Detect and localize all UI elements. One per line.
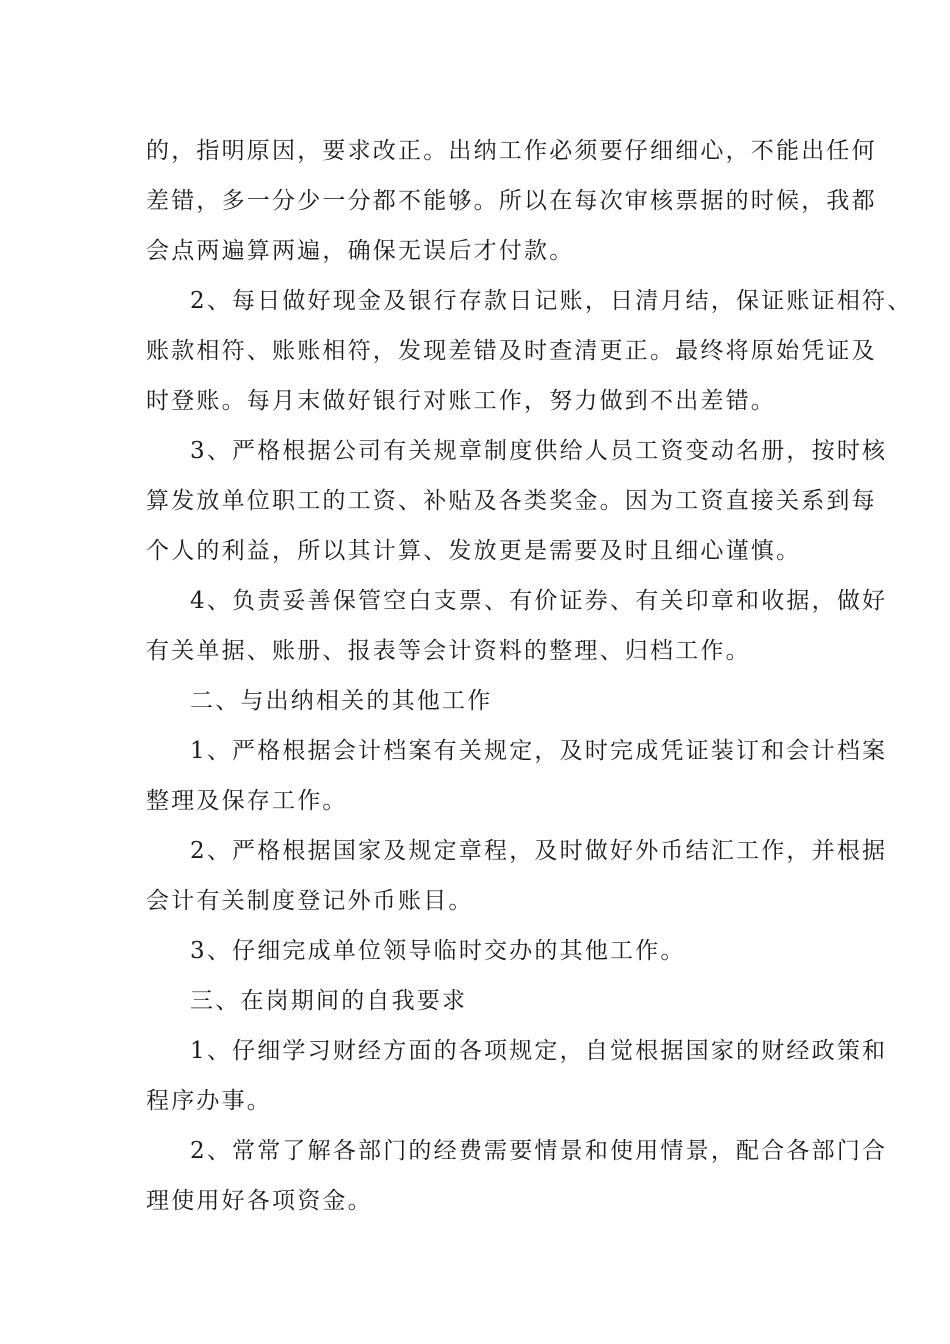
text-line: 2、严格根据国家及规定章程，及时做好外币结汇工作，并根据 <box>190 838 888 864</box>
text-line: 差错，多一分少一分都不能够。所以在每次审核票据的时候，我都 <box>146 188 877 214</box>
text-line: 时登账。每月末做好银行对账工作，努力做到不出差错。 <box>146 388 776 414</box>
text-line: 4、负责妥善保管空白支票、有价证券、有关印章和收据，做好 <box>190 588 888 614</box>
section-heading: 二、与出纳相关的其他工作 <box>190 688 493 714</box>
text-line: 整理及保存工作。 <box>146 788 348 814</box>
text-line: 理使用好各项资金。 <box>146 1188 373 1214</box>
text-line: 会点两遍算两遍，确保无误后才付款。 <box>146 238 575 264</box>
text-line: 3、严格根据公司有关规章制度供给人员工资变动名册，按时核 <box>190 438 888 464</box>
text-line: 个人的利益，所以其计算、发放更是需要及时且细心谨慎。 <box>146 538 802 564</box>
text-line: 有关单据、账册、报表等会计资料的整理、归档工作。 <box>146 638 751 664</box>
text-line: 3、仔细完成单位领导临时交办的其他工作。 <box>190 938 686 964</box>
text-line: 账款相符、账账相符，发现差错及时查清更正。最终将原始凭证及 <box>146 338 877 364</box>
text-line: 程序办事。 <box>146 1088 272 1114</box>
section-heading: 三、在岗期间的自我要求 <box>190 988 468 1014</box>
text-line: 会计有关制度登记外币账目。 <box>146 888 474 914</box>
text-line: 2、每日做好现金及银行存款日记账，日清月结，保证账证相符、 <box>190 288 913 314</box>
text-line: 的，指明原因，要求改正。出纳工作必须要仔细细心，不能出任何 <box>146 138 877 164</box>
text-line: 2、常常了解各部门的经费需要情景和使用情景，配合各部门合 <box>190 1138 888 1164</box>
text-line: 1、严格根据会计档案有关规定，及时完成凭证装订和会计档案 <box>190 738 888 764</box>
text-line: 1、仔细学习财经方面的各项规定，自觉根据国家的财经政策和 <box>190 1038 888 1064</box>
text-line: 算发放单位职工的工资、补贴及各类奖金。因为工资直接关系到每 <box>146 488 877 514</box>
